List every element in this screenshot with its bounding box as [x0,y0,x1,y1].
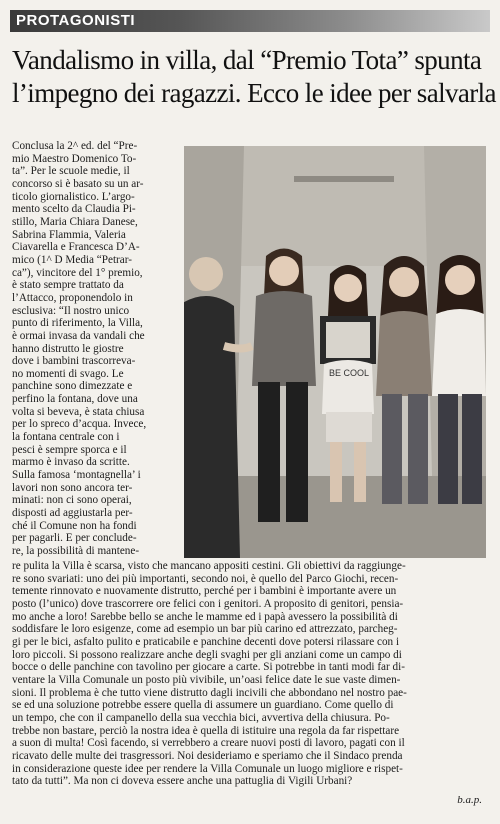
column-text-line: pesci è sempre sporca e il [12,443,127,456]
full-text-line: un tempo, che con il campanello della sua vecchia bici, avvertiva della chiusura. Po- [12,711,390,724]
column-text-line: stillo, Maria Chiara Danese, [12,215,138,228]
column-text-line: no momenti di svago. Le [12,367,124,380]
full-text-line: re pulita la Villa è scarsa, visto che mancano appositi cestini. Gli obiettivi da raggiunge- [12,560,406,572]
column-text-line: concorso si è basato su un ar- [12,177,144,190]
column-text-line: punto di riferimento, la Villa, [12,317,143,330]
full-text-line: ventare la Villa Comunale un posto più vivibile, un’oasi felice date le sue vaste dimen- [12,673,401,686]
column-text-line: disposti ad aggiustarla per- [12,507,133,520]
column-text-line: ca”), vincitore del 1° premio, [12,266,143,279]
article-full-width-text [12,560,488,788]
column-text-line: minati: non ci sono operai, [12,494,132,507]
author-signature: b.a.p. [457,794,482,806]
full-text-line: tato da tutti”. Ma non ci doveva essere anche una pattuglia di Vigili Urbani? [12,775,353,788]
column-text-line: Ciavarella e Francesca D’A- [12,241,140,254]
full-text-line: trebbe non bastare, perciò la nostra idea è quella di istituire una regola da far rispettare [12,724,400,737]
full-text-line: soddisfare le loro esigenze, come ad esempio un bar più carino ed attrezzato, parcheg- [12,623,398,636]
column-text-line: è ormai invasa da vandali che [12,329,145,342]
column-text-line: è stato sempre trattato da [12,279,124,292]
column-text-line: ché il Comune non ha fondi [12,519,137,532]
column-text-line: ticolo giornalistico. L’argo- [12,190,135,203]
column-text-line: panchine sono dimezzate e [12,380,133,393]
article-headline [12,44,496,110]
column-text-line: per lo spreco d’acqua. Invece, [12,418,147,431]
full-text-line: in considerazione queste idee per rendere la Villa Comunale un luogo migliore e rispet- [12,762,403,775]
article-photo [184,146,486,558]
full-text-line: gi per le bici, asfalto pulito e praticabile e panchine decenti dove potersi rilassare con i [12,635,400,648]
full-text-line: sioni. Il problema è che tutto viene distrutto dagli incivili che abbondano nel nostro pae- [12,686,407,699]
plaque-award [320,316,376,364]
full-text-line: bocce o delle panchine con tavolino per giocare a carte. Si potrebbe in tanti modi far di- [12,661,405,674]
column-text-line: marmo è invaso da scritte. [12,456,130,469]
article-column-text [12,140,182,558]
column-text-line: Sabrina Flammia, Valeria [12,228,126,241]
column-text-line: l’Attacco, proponendolo in [12,291,133,304]
column-text-line: mento scelto da Claudia Pi- [12,203,136,216]
column-text-line: mio Maestro Domenico To- [12,152,137,165]
headline-line-1: Vandalismo in villa, dal “Premio Tota” spunta [12,45,482,75]
column-text-line: re, la possibilità di mantene- [12,545,140,557]
full-text-line: mo anche a loro! Sarebbe bello se anche le mamme ed i papà avessero la possibilità di [12,610,398,623]
full-text-line: re sono svariati: uno dei più importanti, secondo noi, è quello del Parco Giochi, recen- [12,572,399,585]
full-text-line: a suon di multa! Così facendo, si verrebbero a creare nuovi posti di lavoro, pagati con il [12,737,405,750]
column-text-line: Conclusa la 2^ ed. del “Pre- [12,140,138,152]
photo-illustration [184,146,486,558]
column-text-line: esclusiva: “Il nostro unico [12,304,130,317]
column-text-line: ta”. Per le scuole medie, il [12,165,130,178]
column-text-line: dove i bambini trascorreva- [12,355,136,368]
full-text-line: se ed una soluzione potrebbe essere quella di assumere un guardiano. Come quello di [12,699,394,712]
column-text-line: Sulla famosa ‘montagnella’ i [12,469,141,482]
column-text-line: hanno distrutto le giostre [12,342,124,355]
full-text-line: loro piccoli. Si possono realizzare anche degli svaghi per gli anziani come un campo di [12,648,402,661]
column-text-line: la fontana centrale con i [12,431,120,444]
column-text-line: lavori non sono ancora ter- [12,481,133,494]
section-label: PROTAGONISTI [16,12,136,29]
column-text-line: per pagarli. E per conclude- [12,532,137,545]
column-text-line: volta si beveva, è stata chiusa [12,405,145,418]
section-header-bar [10,10,490,32]
full-text-line: temente rinnovato e nuovamente distrutto, perché per i bambini è importante avere un [12,585,397,598]
full-text-line: ricavato delle multe dei trasgressori. Noi desideriamo e speriamo che il Sindaco prenda [12,749,403,762]
column-text-line: mico (1^ D Media “Petrar- [12,253,132,266]
shirt-text: BE COOL [329,368,370,378]
column-text-line: perfino la fontana, dove una [12,393,138,406]
headline-line-2: l’impegno dei ragazzi. Ecco le idee per salvarla [12,78,496,108]
full-text-line: posto (l’unico) dove trascorrere ore felici con i genitori. A proposito di genitori, pensia- [12,597,404,610]
